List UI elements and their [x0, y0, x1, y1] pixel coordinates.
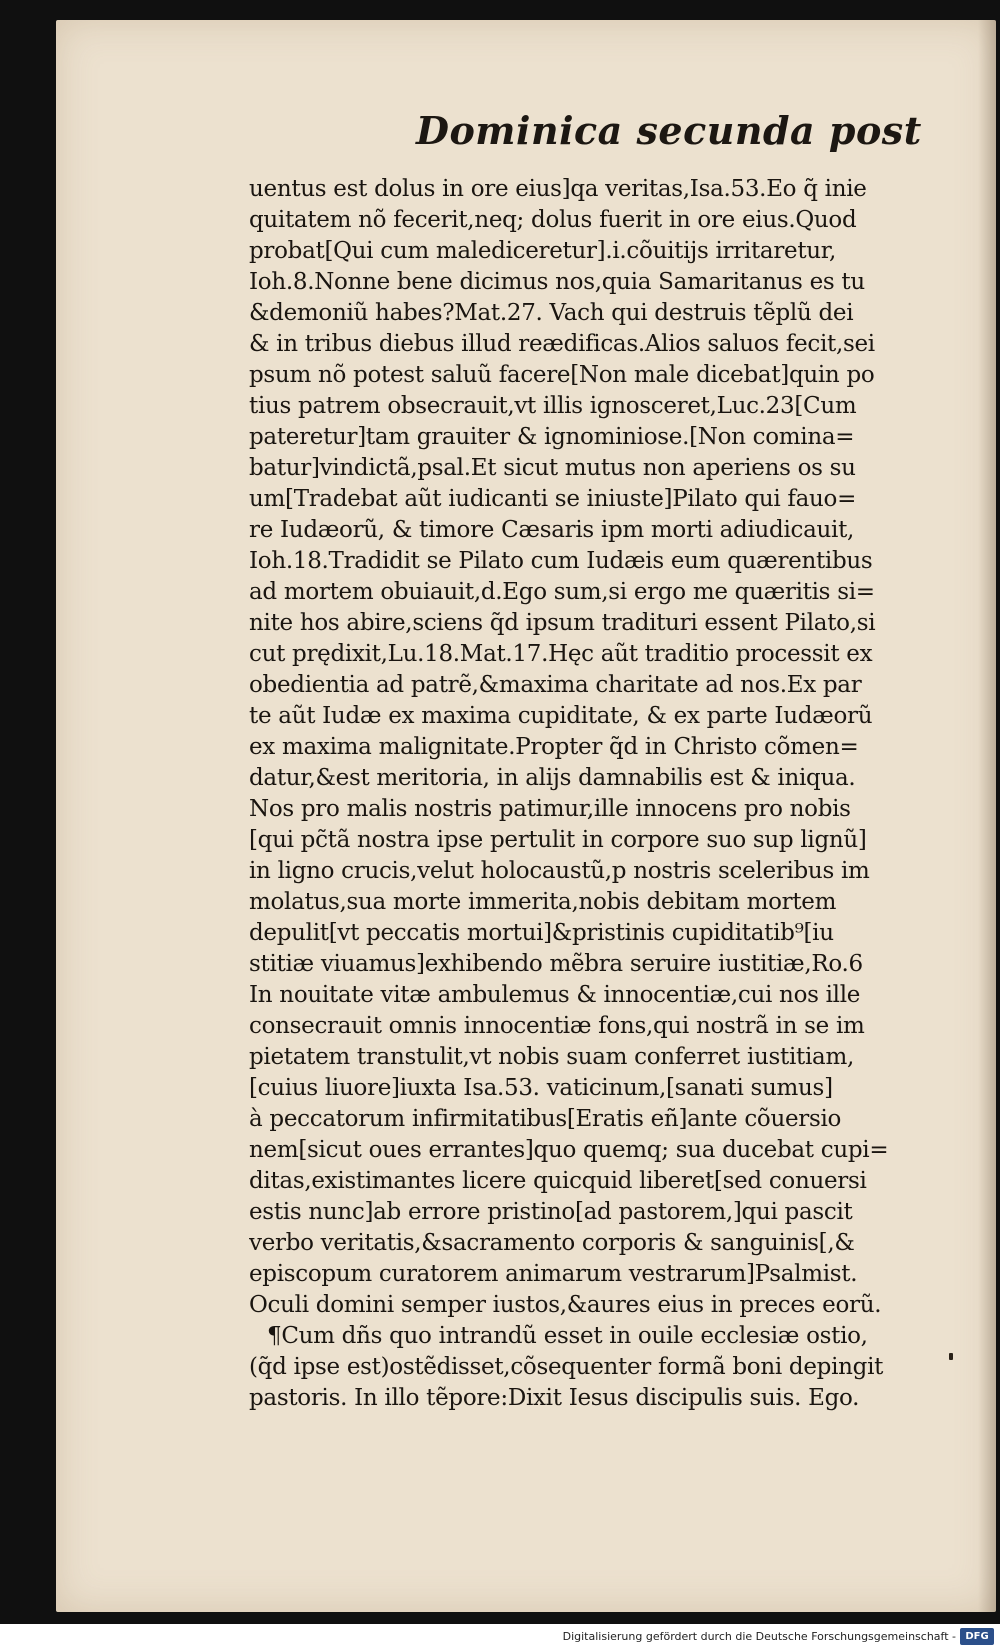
text-line: verbo veritatis,&sacramento corporis & sanguinis[,& [249, 1230, 855, 1256]
text-line: ad mortem obuiauit,d.Ego sum,si ergo me quæritis si= [249, 579, 875, 605]
text-line: pietatem transtulit,vt nobis suam conferret iustitiam, [249, 1044, 854, 1070]
text-line: pateretur]tam grauiter & ignominiose.[Non comina= [249, 424, 855, 450]
text-line: probat[Qui cum malediceretur].i.cõuitijs irritaretur, [249, 238, 836, 264]
text-line: ditas,existimantes licere quicquid liberet[sed conuersi [249, 1168, 867, 1194]
text-line: obedientia ad patrẽ,&maxima charitate ad nos.Ex par [249, 672, 862, 698]
dfg-logo: DFG [960, 1628, 994, 1645]
text-line: depulit[vt peccatis mortui]&pristinis cupiditatib⁹[iu [249, 920, 834, 946]
footer-bar [0, 1624, 1000, 1651]
text-line: In nouitate vitæ ambulemus & innocentiæ,cui nos ille [249, 982, 861, 1008]
text-line: & in tribus diebus illud reædificas.Alios saluos fecit,sei [249, 331, 875, 357]
text-line: &demoniũ habes?Mat.27. Vach qui destruis tẽplũ dei [249, 300, 854, 326]
text-line: episcopum curatorem animarum vestrarum]Psalmist. [249, 1261, 858, 1287]
text-line: psum nõ potest saluũ facere[Non male dicebat]quin po [249, 362, 875, 388]
book-page [56, 20, 996, 1612]
text-line: stitiæ viuamus]exhibendo mẽbra seruire iustitiæ,Ro.6 [249, 951, 863, 977]
text-line: nite hos abire,sciens q̃d ipsum tradituri essent Pilato,si [249, 610, 876, 636]
running-head: Dominica secunda post [416, 108, 922, 153]
margin-mark [949, 1353, 953, 1360]
text-line: [qui pc̃tã nostra ipse pertulit in corpore suo sup lignũ] [249, 827, 867, 853]
text-line: batur]vindictã,psal.Et sicut mutus non aperiens os su [249, 455, 856, 481]
text-line: re Iudæorũ, & timore Cæsaris ipm morti adiudicauit, [249, 517, 855, 543]
text-line: pastoris. In illo tẽpore:Dixit Iesus discipulis suis. Ego. [249, 1385, 860, 1411]
footer-credit: Digitalisierung gefördert durch die Deutsche Forschungsgemeinschaft - [562, 1630, 956, 1643]
text-line: cut prędixit,Lu.18.Mat.17.Hęc aũt traditio processit ex [249, 641, 873, 667]
text-line: Nos pro malis nostris patimur,ille innocens pro nobis [249, 796, 851, 822]
text-line: à peccatorum infirmitatibus[Eratis eñ]ante cõuersio [249, 1106, 842, 1132]
text-line: uentus est dolus in ore eius]qa veritas,Isa.53.Eo q̃ inie [249, 176, 867, 202]
text-line: estis nunc]ab errore pristino[ad pastorem,]qui pascit [249, 1199, 853, 1225]
text-line: quitatem nõ fecerit,neq; dolus fuerit in ore eius.Quod [249, 207, 857, 233]
text-line: datur,&est meritoria, in alijs damnabilis est & iniqua. [249, 765, 856, 791]
text-line: consecrauit omnis innocentiæ fons,qui nostrã in se im [249, 1013, 865, 1039]
text-line: Ioh.8.Nonne bene dicimus nos,quia Samaritanus es tu [249, 269, 865, 295]
text-line: nem[sicut oues errantes]quo quemq; sua ducebat cupi= [249, 1137, 889, 1163]
text-line: tius patrem obsecrauit,vt illis ignosceret,Luc.23[Cum [249, 393, 857, 419]
text-line: molatus,sua morte immerita,nobis debitam mortem [249, 889, 837, 915]
text-line: Oculi domini semper iustos,&aures eius in preces eorũ. [249, 1292, 882, 1318]
text-line: um[Tradebat aũt iudicanti se iniuste]Pilato qui fauo= [249, 486, 857, 512]
text-line: (q̃d ipse est)ostẽdisset,cõsequenter formã boni depingit [249, 1354, 884, 1380]
text-line: in ligno crucis,velut holocaustũ,p nostris sceleribus im [249, 858, 870, 884]
text-line: Ioh.18.Tradidit se Pilato cum Iudæis eum quærentibus [249, 548, 873, 574]
text-line: ¶Cum dñs quo intrandũ esset in ouile ecclesiæ ostio, [267, 1323, 868, 1349]
text-line: [cuius liuore]iuxta Isa.53. vaticinum,[sanati sumus] [249, 1075, 833, 1101]
text-block [249, 174, 989, 1414]
text-line: te aũt Iudæ ex maxima cupiditate, & ex parte Iudæorũ [249, 703, 873, 729]
text-line: ex maxima malignitate.Propter q̃d in Christo cõmen= [249, 734, 859, 760]
